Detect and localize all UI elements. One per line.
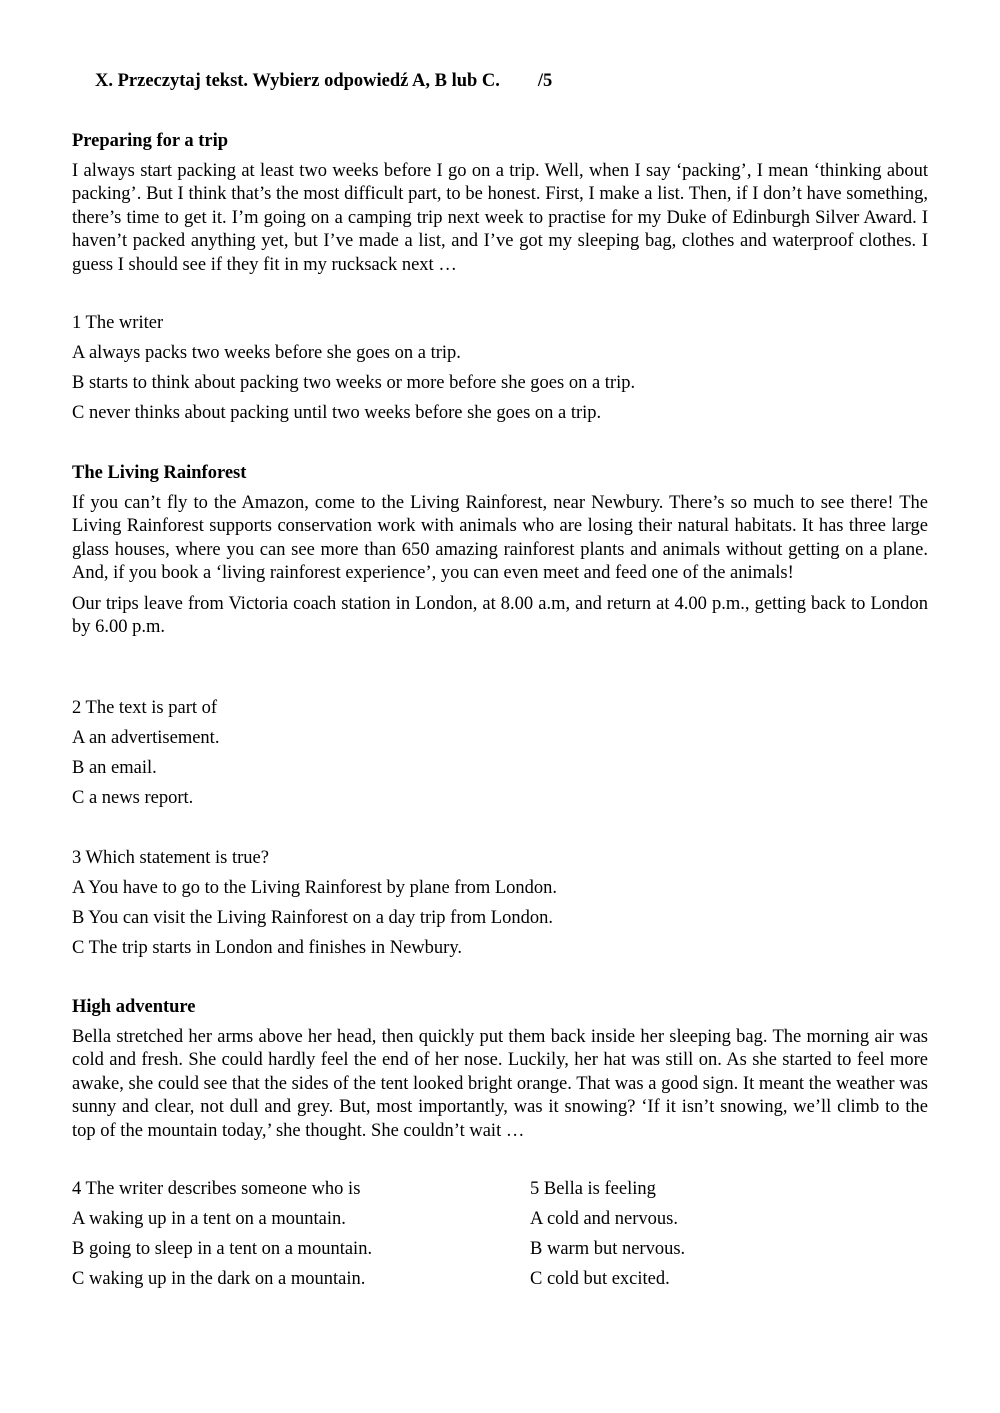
exercise-header — [95, 71, 552, 92]
option-b[interactable]: B warm but nervous. — [530, 1239, 686, 1259]
question-5 — [530, 1174, 930, 1294]
exercise-instruction: X. Przeczytaj tekst. Wybierz odpowiedź A, B lub C. — [95, 71, 500, 91]
text-paragraph: Our trips leave from Victoria coach station in London, at 8.00 a.m, and return at 4.00 p.m., getting back to London by 6.00 p.m. — [72, 593, 928, 638]
option-a[interactable]: A an advertisement. — [72, 728, 220, 748]
question-2 — [72, 693, 928, 813]
text-high-adventure — [72, 996, 928, 1150]
question-stem: 5 Bella is feeling — [530, 1179, 656, 1199]
option-a[interactable]: A cold and nervous. — [530, 1209, 678, 1229]
question-stem: 2 The text is part of — [72, 698, 218, 718]
question-stem: 3 Which statement is true? — [72, 848, 269, 868]
option-b[interactable]: B starts to think about packing two weeks or more before she goes on a trip. — [72, 373, 636, 393]
text-title: High adventure — [72, 997, 196, 1017]
option-a[interactable]: A You have to go to the Living Rainforest by plane from London. — [72, 878, 558, 898]
option-b[interactable]: B going to sleep in a tent on a mountain. — [72, 1239, 373, 1259]
option-a[interactable]: A always packs two weeks before she goes on a trip. — [72, 343, 461, 363]
option-b[interactable]: B an email. — [72, 758, 157, 778]
option-c[interactable]: C never thinks about packing until two weeks before she goes on a trip. — [72, 403, 602, 423]
question-1 — [72, 308, 928, 428]
question-stem: 4 The writer describes someone who is — [72, 1179, 361, 1199]
text-paragraph: If you can’t fly to the Amazon, come to the Living Rainforest, near Newbury. There’s so much to see there! The Living Rainforest supports conservation work with animals who are losing their natural habitats. It has three large glass houses, where you can see more than 650 amazing rainforest plants and animals without getting on a plane. And, if you book a ‘living rainforest experience’, you can even meet and feed one of the animals! — [72, 493, 928, 584]
text-living-rainforest — [72, 462, 928, 646]
option-c[interactable]: C a news report. — [72, 788, 194, 808]
text-paragraph: I always start packing at least two weeks before I go on a trip. Well, when I say ‘packing’, I mean ‘thinking about packing’. But I think that’s the most difficult part, to be honest. First, I make a list. Then, if I don’t have something, there’s time to get it. I’m going on a camping trip next week to practise for my Duke of Edinburgh Silver Award. I haven’t packed anything yet, but I’ve made a list, and I’ve got my sleeping bag, clothes and waterproof clothes. I guess I should see if they fit in my rucksack next … — [72, 161, 928, 275]
question-3 — [72, 843, 928, 963]
text-title: The Living Rainforest — [72, 463, 247, 483]
option-c[interactable]: C cold but excited. — [530, 1269, 670, 1289]
option-c[interactable]: C The trip starts in London and finishes in Newbury. — [72, 938, 462, 958]
question-stem: 1 The writer — [72, 313, 164, 333]
text-preparing-for-a-trip — [72, 130, 928, 284]
question-4 — [72, 1174, 512, 1294]
score-label: /5 — [537, 71, 553, 91]
option-a[interactable]: A waking up in a tent on a mountain. — [72, 1209, 346, 1229]
text-title: Preparing for a trip — [72, 131, 229, 151]
option-c[interactable]: C waking up in the dark on a mountain. — [72, 1269, 366, 1289]
text-paragraph: Bella stretched her arms above her head, then quickly put them back inside her sleeping bag. The morning air was cold and fresh. She could hardly feel the end of her nose. Luckily, her hat was still on. As she started to feel more awake, she could see that the sides of the tent looked bright orange. That was a good sign. It meant the weather was sunny and clear, not dull and grey. But, most importantly, was it snowing? ‘If it isn’t snowing, we’ll climb to the top of the mountain today,’ she thought. She couldn’t wait … — [72, 1027, 928, 1141]
option-b[interactable]: B You can visit the Living Rainforest on a day trip from London. — [72, 908, 553, 928]
